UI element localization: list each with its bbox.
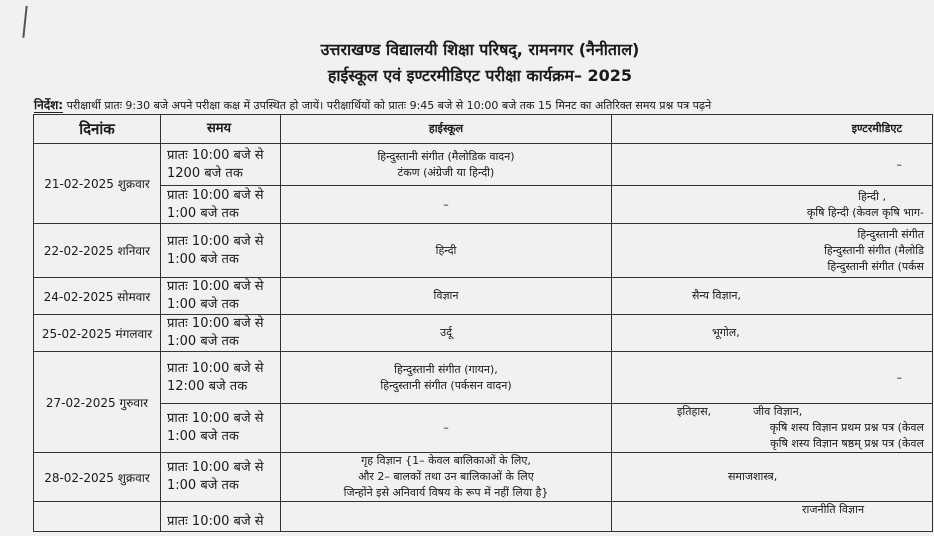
date-cell: 24-02-2025 सोमवार bbox=[34, 278, 161, 315]
intermediate-cell: भूगोल, bbox=[612, 315, 933, 352]
table-row bbox=[34, 453, 933, 502]
intermediate-cell: सैन्य विज्ञान, bbox=[612, 278, 933, 315]
intermediate-cell: हिन्दी , कृषि हिन्दी (केवल कृषि भाग- bbox=[612, 186, 933, 224]
exam-schedule-table bbox=[33, 114, 933, 532]
intermediate-cell: इतिहास, जीव विज्ञान, कृषि शस्य विज्ञान प्रथम प्रश्न पत्र (केवल कृषि शस्य विज्ञान षष्ठम् प्रश्न पत्र (केवल bbox=[612, 404, 933, 453]
table-row bbox=[34, 352, 933, 404]
highschool-cell: उर्दू bbox=[281, 315, 612, 352]
col-highschool: हाईस्कूल bbox=[281, 115, 612, 144]
table-row bbox=[34, 502, 933, 532]
table-row bbox=[34, 404, 933, 453]
col-intermediate: इण्टरमीडिएट bbox=[612, 115, 933, 144]
date-cell: 25-02-2025 मंगलवार bbox=[34, 315, 161, 352]
table-row bbox=[34, 144, 933, 186]
time-cell: प्रातः 10:00 बजे से 1:00 बजे तक bbox=[161, 224, 281, 278]
time-cell: प्रातः 10:00 बजे से 12:00 बजे तक bbox=[161, 352, 281, 404]
time-cell: प्रातः 10:00 बजे से 1:00 बजे तक bbox=[161, 404, 281, 453]
date-cell: 28-02-2025 शुक्रवार bbox=[34, 453, 161, 502]
date-cell: 22-02-2025 शनिवार bbox=[34, 224, 161, 278]
intermediate-cell: – bbox=[612, 144, 933, 186]
time-cell: प्रातः 10:00 बजे से bbox=[161, 502, 281, 532]
table-row bbox=[34, 224, 933, 278]
time-cell: प्रातः 10:00 बजे से 1:00 बजे तक bbox=[161, 278, 281, 315]
highschool-cell: हिन्दुस्तानी संगीत (मैलोडिक वादन) टंकण (अंग्रेजी या हिन्दी) bbox=[281, 144, 612, 186]
highschool-cell: हिन्दुस्तानी संगीत (गायन), हिन्दुस्तानी संगीत (पर्कसन वादन) bbox=[281, 352, 612, 404]
time-cell: प्रातः 10:00 बजे से 1:00 बजे तक bbox=[161, 315, 281, 352]
highschool-cell: – bbox=[281, 404, 612, 453]
table-row bbox=[34, 186, 933, 224]
time-cell: प्रातः 10:00 बजे से 1200 बजे तक bbox=[161, 144, 281, 186]
time-cell: प्रातः 10:00 बजे से 1:00 बजे तक bbox=[161, 453, 281, 502]
intermediate-cell: राजनीति विज्ञान bbox=[612, 502, 933, 532]
table-row bbox=[34, 278, 933, 315]
instruction-label: निर्देश: bbox=[34, 98, 64, 112]
date-cell bbox=[34, 502, 161, 532]
page-title: हाईस्कूल एवं इण्टरमीडिएट परीक्षा कार्यक्रम– 2025 bbox=[327, 66, 633, 85]
highschool-cell: – bbox=[281, 186, 612, 224]
intermediate-cell: – bbox=[612, 352, 933, 404]
intermediate-cell: समाजशास्त्र, bbox=[612, 453, 933, 502]
date-cell: 21-02-2025 शुक्रवार bbox=[34, 144, 161, 224]
col-date: दिनांक bbox=[34, 115, 161, 144]
instruction-line bbox=[34, 96, 934, 113]
highschool-cell: हिन्दी bbox=[281, 224, 612, 278]
highschool-cell bbox=[281, 502, 612, 532]
intermediate-cell: हिन्दुस्तानी संगीत हिन्दुस्तानी संगीत (मैलोडि हिन्दुस्तानी संगीत (पर्कस bbox=[612, 224, 933, 278]
highschool-cell: विज्ञान bbox=[281, 278, 612, 315]
instruction-text: परीक्षार्थी प्रातः 9:30 बजे अपने परीक्षा कक्ष में उपस्थित हो जायें। परीक्षार्थियों को प्रातः 9:45 बजे से 10:00 बजे तक 15 मिनट का अतिरिक्त समय प्रश्न पत्र पढ़ने bbox=[66, 99, 712, 112]
highschool-cell: गृह विज्ञान {1– केवल बालिकाओं के लिए, और 2– बालकों तथा उन बालिकाओं के लिए जिन्होंने इसे अनिवार्य विषय के रूप में नहीं लिया है} bbox=[281, 453, 612, 502]
board-name: उत्तराखण्ड विद्यालयी शिक्षा परिषद्, रामनगर (नैनीताल) bbox=[320, 40, 640, 59]
col-time: समय bbox=[161, 115, 281, 144]
table-row bbox=[34, 315, 933, 352]
time-cell: प्रातः 10:00 बजे से 1:00 बजे तक bbox=[161, 186, 281, 224]
date-cell: 27-02-2025 गुरुवार bbox=[34, 352, 161, 453]
pen-mark bbox=[22, 6, 30, 38]
